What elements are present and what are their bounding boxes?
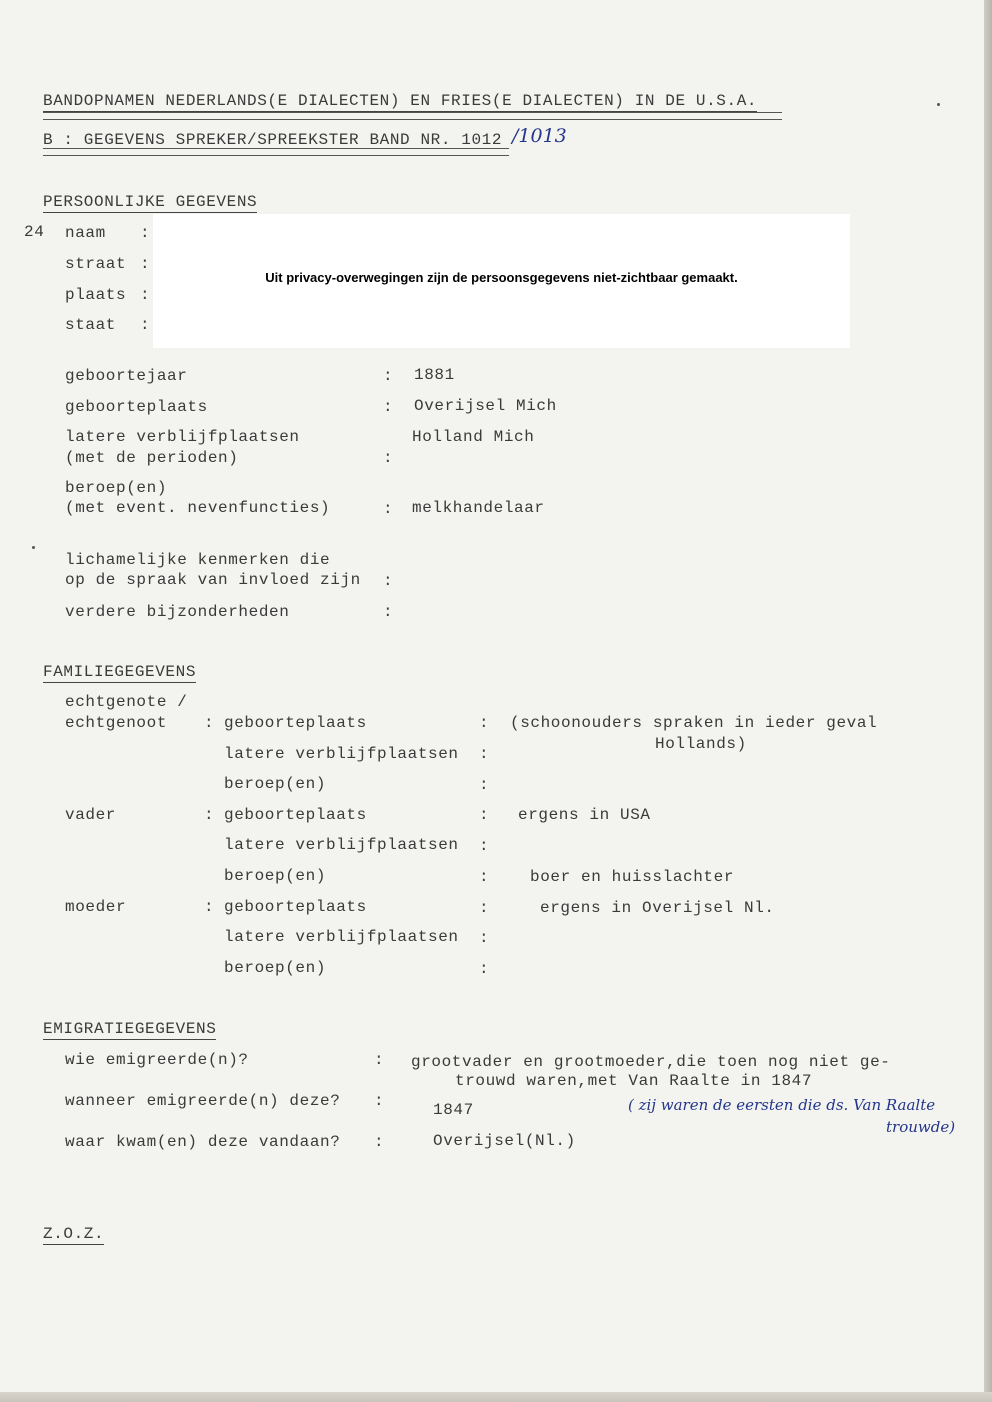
colon: : xyxy=(140,316,151,334)
label-staat: staat xyxy=(65,316,117,334)
colon: : xyxy=(479,929,490,947)
margin-number: 24 xyxy=(24,223,45,241)
zoz-note: Z.O.Z. xyxy=(43,1225,105,1243)
label-geboortejaar: geboortejaar xyxy=(65,367,188,385)
colon: : xyxy=(479,837,490,855)
value-beroep: melkhandelaar xyxy=(412,499,545,517)
label-father-beroep: beroep(en) xyxy=(224,867,327,885)
label-spouse-2: echtgenoot xyxy=(65,714,168,732)
paper-edge-bottom xyxy=(0,1392,992,1402)
label-straat: straat xyxy=(65,255,127,273)
band-number: 1012 xyxy=(461,131,503,149)
value-verblijf: Holland Mich xyxy=(412,428,535,446)
label-beroep-2: (met event. nevenfuncties) xyxy=(65,499,331,517)
colon: : xyxy=(140,255,151,273)
value-spouse-geboorteplaats-2: Hollands) xyxy=(655,735,747,753)
colon: : xyxy=(479,899,490,917)
colon: : xyxy=(479,714,490,732)
value-geboorteplaats: Overijsel Mich xyxy=(414,397,557,415)
value-wie-2: trouwd waren,met Van Raalte in 1847 xyxy=(455,1072,813,1090)
label-father-verblijf: latere verblijfplaatsen xyxy=(224,836,459,854)
title-double-underline xyxy=(43,112,782,120)
value-wanneer: 1847 xyxy=(433,1101,474,1119)
section-heading-emigration: EMIGRATIEGEGEVENS xyxy=(43,1020,217,1038)
colon: : xyxy=(479,868,490,886)
label-mother-beroep: beroep(en) xyxy=(224,959,327,977)
band-heading: B : GEGEVENS SPREKER/SPREEKSTER BAND NR. 1012 xyxy=(43,131,503,149)
band-heading-double-underline xyxy=(43,148,509,156)
label-mother-verblijf: latere verblijfplaatsen xyxy=(224,928,459,946)
label-verblijf-2: (met de perioden) xyxy=(65,449,239,467)
colon: : xyxy=(374,1133,385,1151)
label-kenmerken-1: lichamelijke kenmerken die xyxy=(65,551,331,569)
colon: : xyxy=(383,500,394,518)
colon: : xyxy=(140,224,151,242)
label-geboorteplaats: geboorteplaats xyxy=(65,398,208,416)
label-verblijf-1: latere verblijfplaatsen xyxy=(65,428,300,446)
value-father-beroep: boer en huisslachter xyxy=(530,868,735,886)
handwritten-note-line-1: ( zij waren de eersten die ds. Van Raalte xyxy=(628,1096,936,1114)
colon: : xyxy=(204,898,215,916)
colon: : xyxy=(140,286,151,304)
label-naam: naam xyxy=(65,224,106,242)
handwritten-note-line-2: trouwde) xyxy=(886,1118,956,1136)
stray-mark xyxy=(937,103,940,106)
label-father-geboorteplaats: geboorteplaats xyxy=(224,806,367,824)
colon: : xyxy=(383,449,394,467)
label-spouse-beroep: beroep(en) xyxy=(224,775,327,793)
label-spouse-1: echtgenote / xyxy=(65,693,188,711)
band-number-handwritten: /1013 xyxy=(512,125,567,147)
colon: : xyxy=(204,714,215,732)
value-geboortejaar: 1881 xyxy=(414,366,455,384)
label-bijzonderheden: verdere bijzonderheden xyxy=(65,603,290,621)
colon: : xyxy=(383,367,394,385)
colon: : xyxy=(374,1051,385,1069)
label-wie: wie emigreerde(n)? xyxy=(65,1051,249,1069)
colon: : xyxy=(204,806,215,824)
label-mother: moeder xyxy=(65,898,127,916)
label-beroep-1: beroep(en) xyxy=(65,479,168,497)
label-kenmerken-2: op de spraak van invloed zijn xyxy=(65,571,361,589)
value-wie-1: grootvader en grootmoeder,die toen nog niet ge- xyxy=(411,1053,891,1071)
label-wanneer: wanneer emigreerde(n) deze? xyxy=(65,1092,341,1110)
colon: : xyxy=(479,776,490,794)
label-plaats: plaats xyxy=(65,286,127,304)
section-heading-personal: PERSOONLIJKE GEGEVENS xyxy=(43,193,258,211)
label-spouse-geboorteplaats: geboorteplaats xyxy=(224,714,367,732)
label-spouse-verblijf: latere verblijfplaatsen xyxy=(224,745,459,763)
colon: : xyxy=(479,960,490,978)
label-waar: waar kwam(en) deze vandaan? xyxy=(65,1133,341,1151)
colon: : xyxy=(479,745,490,763)
colon: : xyxy=(383,572,394,590)
colon: : xyxy=(479,806,490,824)
value-mother-geboorteplaats: ergens in Overijsel Nl. xyxy=(540,899,775,917)
document-title: BANDOPNAMEN NEDERLANDS(E DIALECTEN) EN FRIES(E DIALECTEN) IN DE U.S.A. xyxy=(43,92,758,110)
stray-mark xyxy=(32,546,35,549)
value-father-geboorteplaats: ergens in USA xyxy=(518,806,651,824)
colon: : xyxy=(383,398,394,416)
section-heading-family: FAMILIEGEGEVENS xyxy=(43,663,197,681)
colon: : xyxy=(383,603,394,621)
label-mother-geboorteplaats: geboorteplaats xyxy=(224,898,367,916)
paper-edge-right xyxy=(984,0,992,1402)
privacy-redaction-box xyxy=(153,214,850,348)
privacy-notice: Uit privacy-overwegingen zijn de persoonsgegevens niet-zichtbaar gemaakt. xyxy=(265,270,738,285)
label-father: vader xyxy=(65,806,117,824)
value-spouse-geboorteplaats-1: (schoonouders spraken in ieder geval xyxy=(510,714,878,732)
colon: : xyxy=(374,1092,385,1110)
value-waar: Overijsel(Nl.) xyxy=(433,1132,576,1150)
